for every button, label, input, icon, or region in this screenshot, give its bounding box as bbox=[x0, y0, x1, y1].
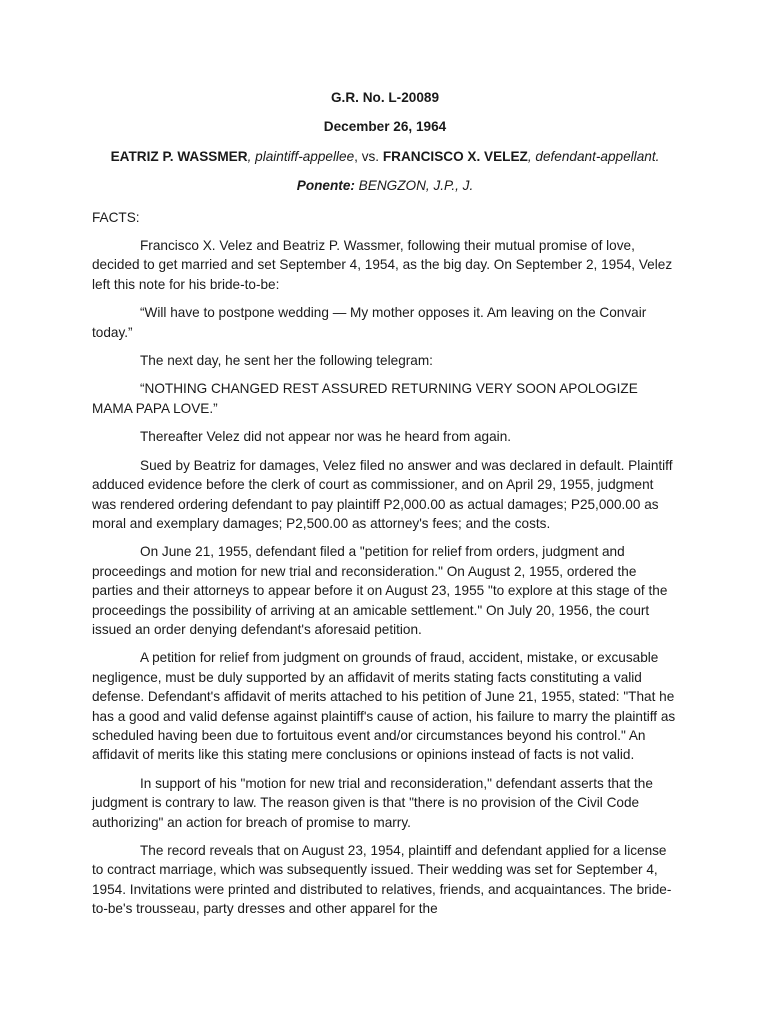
defendant-name: FRANCISCO X. VELEZ bbox=[382, 148, 528, 164]
ponente-line bbox=[92, 176, 678, 195]
decision-date: December 26, 1964 bbox=[323, 119, 447, 135]
versus-text: , vs. bbox=[354, 148, 383, 164]
case-parties bbox=[62, 147, 708, 166]
paragraph-4: “NOTHING CHANGED REST ASSURED RETURNING VERY SOON APOLOGIZE MAMA PAPA LOVE.” bbox=[92, 381, 638, 416]
facts-heading: FACTS: bbox=[92, 209, 140, 225]
parties-period: . bbox=[655, 148, 660, 164]
ponente-label: Ponente: bbox=[296, 178, 355, 194]
paragraph-10: The record reveals that on August 23, 1954, plaintiff and defendant applied for a license to contract marriage, which was subsequently issued. Their wedding was set for September 4, 1954. Invitations were printed and distributed to relatives, friends, and acquaintances. The bride-to-be's trousseau, party dresses and other apparel for the bbox=[92, 843, 672, 917]
paragraph-9: In support of his "motion for new trial and reconsideration," defendant asserts that the judgment is contrary to law. The reason given is that "there is no provision of the Civil Code authorizing" an action for breach of promise to marry. bbox=[92, 775, 653, 830]
defendant-role: , defendant-appellant bbox=[527, 148, 656, 164]
ponente-name: BENGZON, J.P., J. bbox=[354, 178, 474, 194]
paragraph-7: On June 21, 1955, defendant filed a "petition for relief from orders, judgment and proceedings and motion for new trial and reconsideration." On August 2, 1955, ordered the parties and their attorneys to appear before it on August 23, 1955 "to explore at this stage of the proceedings the possibility of arriving at an amicable settlement." On July 20, 1956, the court issued an order denying defendant's aforesaid petition. bbox=[92, 544, 668, 637]
paragraph-6: Sued by Beatriz for damages, Velez filed no answer and was declared in default. Plaintiff adduced evidence before the clerk of court as commissioner, and on April 29, 1955, judgment was rendered ordering defendant to pay plaintiff P2,000.00 as actual damages; P25,000.00 as moral and exemplary damages; P2,500.00 as attorney's fees; and the costs. bbox=[92, 457, 673, 531]
paragraph-1: Francisco X. Velez and Beatriz P. Wassmer, following their mutual promise of love, decided to get married and set September 4, 1954, as the big day. On September 2, 1954, Velez left this note for his bride-to-be: bbox=[92, 238, 673, 292]
paragraph-5: Thereafter Velez did not appear nor was he heard from again. bbox=[140, 429, 512, 445]
document-page bbox=[92, 88, 678, 928]
paragraph-2: “Will have to postpone wedding — My mother opposes it. Am leaving on the Convair today.” bbox=[92, 305, 647, 340]
case-number: G.R. No. L-20089 bbox=[330, 90, 440, 105]
paragraph-8: A petition for relief from judgment on grounds of fraud, accident, mistake, or excusable negligence, must be duly supported by an affidavit of merits stating facts constituting a valid defense. Defendant's affidavit of merits attached to his petition of June 21, 1955, stated: "That he has a good and valid defense against plaintiff's cause of action, his failure to marry the plaintiff as scheduled having been due to fortuitous event and/or circumstances beyond his control." An affidavit of merits like this stating mere conclusions or opinions instead of facts is not valid. bbox=[92, 650, 676, 763]
plaintiff-role: , plaintiff-appellee bbox=[247, 148, 355, 164]
plaintiff-name: EATRIZ P. WASSMER bbox=[110, 148, 248, 164]
paragraph-3: The next day, he sent her the following telegram: bbox=[140, 353, 433, 369]
